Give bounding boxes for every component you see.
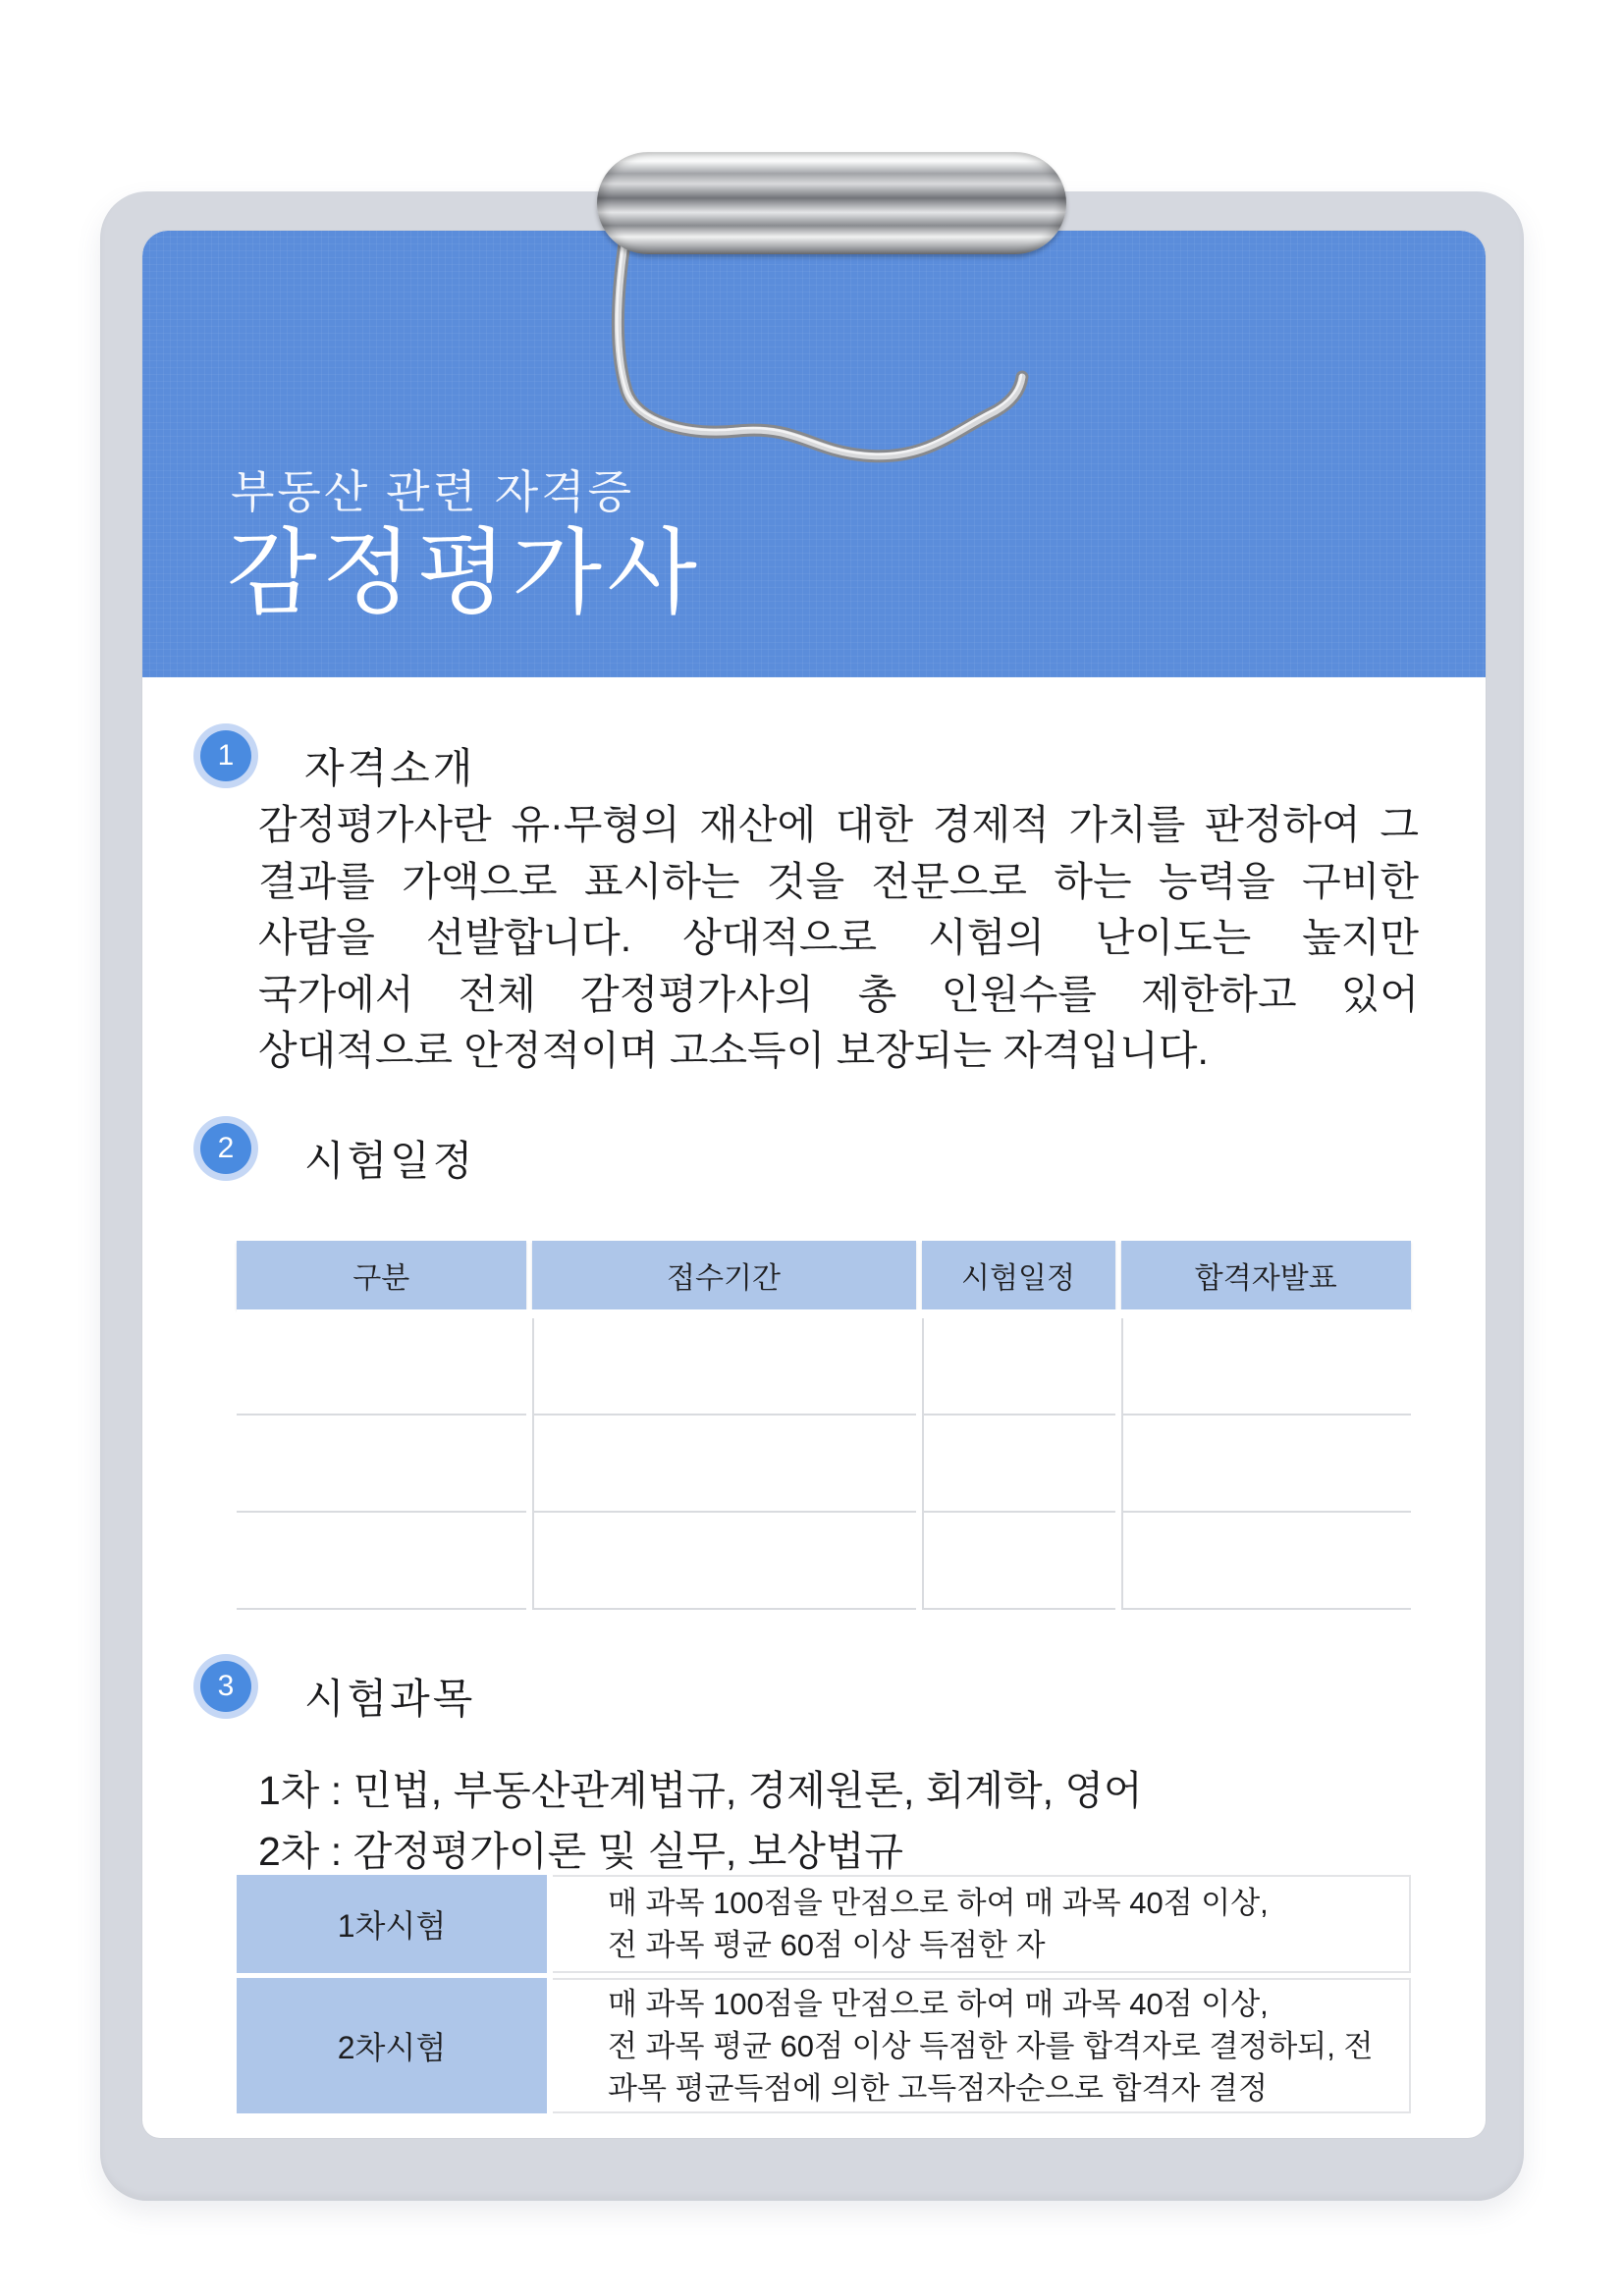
schedule-header-cell: 접수기간 [532,1241,916,1309]
intro-paragraph [258,797,1419,1080]
section-heading-schedule: 시험일정 [304,1138,476,1184]
schedule-header-cell: 합격자발표 [1121,1241,1412,1309]
subjects-list [258,1760,1143,1882]
section-number-badge [200,730,251,781]
criteria-row [237,1875,1411,1973]
table-spacer [237,1309,1411,1318]
banner-subtitle: 부동산 관련 자격증 [231,466,635,517]
page-title: 감정평가사 [227,521,702,625]
criteria-line: 전 과목 평균 60점 이상 득점한 자 [608,1928,1046,1962]
criteria-line: 매 과목 100점을 만점으로 하여 매 과목 40점 이상, [608,1886,1269,1920]
schedule-cell [1121,1513,1412,1610]
subjects-line: 1차 : 민법, 부동산관계법규, 경제원론, 회계학, 영어 [258,1768,1143,1813]
section-number-badge [200,1661,251,1712]
schedule-cell [532,1513,916,1610]
clip-bar [597,152,1066,254]
schedule-cell [922,1415,1115,1513]
paragraph-line: 감정평가사란 유·무형의 재산에 대한 경제적 가치를 판정하여 그 [258,802,1419,847]
schedule-cell [532,1318,916,1415]
clipboard-board [100,191,1524,2201]
criteria-table [237,1875,1411,2118]
document-sheet [142,231,1486,2138]
section-heading-intro: 자격소개 [304,745,476,791]
subjects-line: 2차 : 감정평가이론 및 실무, 보상법규 [258,1829,904,1874]
schedule-cell [237,1415,526,1513]
schedule-cell [1121,1318,1412,1415]
paragraph-line: 결과를 가액으로 표시하는 것을 전문으로 하는 능력을 구비한 [258,858,1419,904]
criteria-label-cell: 1차시험 [237,1875,547,1973]
schedule-header-cell: 시험일정 [922,1241,1115,1309]
schedule-cell [532,1415,916,1513]
section-number-badge [200,1123,251,1174]
schedule-table [237,1241,1411,1610]
paragraph-line: 국가에서 전체 감정평가사의 총 인원수를 제한하고 있어 [258,971,1419,1017]
schedule-cell [922,1318,1115,1415]
schedule-cell [237,1318,526,1415]
section-heading-subjects: 시험과목 [304,1676,476,1722]
badge-number: 2 [217,1132,235,1164]
clipboard-clip-icon [579,137,1110,481]
criteria-text-cell [553,1875,1411,1973]
schedule-cell [237,1513,526,1610]
criteria-line: 과목 평균득점에 의한 고득점자순으로 합격자 결정 [608,2070,1268,2106]
criteria-line: 매 과목 100점을 만점으로 하여 매 과목 40점 이상, [608,1986,1269,2021]
paragraph-line: 상대적으로 안정적이며 고소득이 보장되는 자격입니다. [258,1028,1209,1073]
schedule-cell [1121,1415,1412,1513]
badge-number: 3 [217,1670,235,1702]
schedule-cell [922,1513,1115,1610]
badge-number: 1 [217,739,235,772]
criteria-row [237,1978,1411,2113]
criteria-label-cell: 2차시험 [237,1978,547,2113]
paragraph-line: 사람을 선발합니다. 상대적으로 시험의 난이도는 높지만 [258,915,1419,960]
criteria-line: 전 과목 평균 60점 이상 득점한 자를 합격자로 결정하되, 전 [608,2028,1374,2063]
schedule-header-cell: 구분 [237,1241,526,1309]
criteria-text-cell [553,1978,1411,2113]
